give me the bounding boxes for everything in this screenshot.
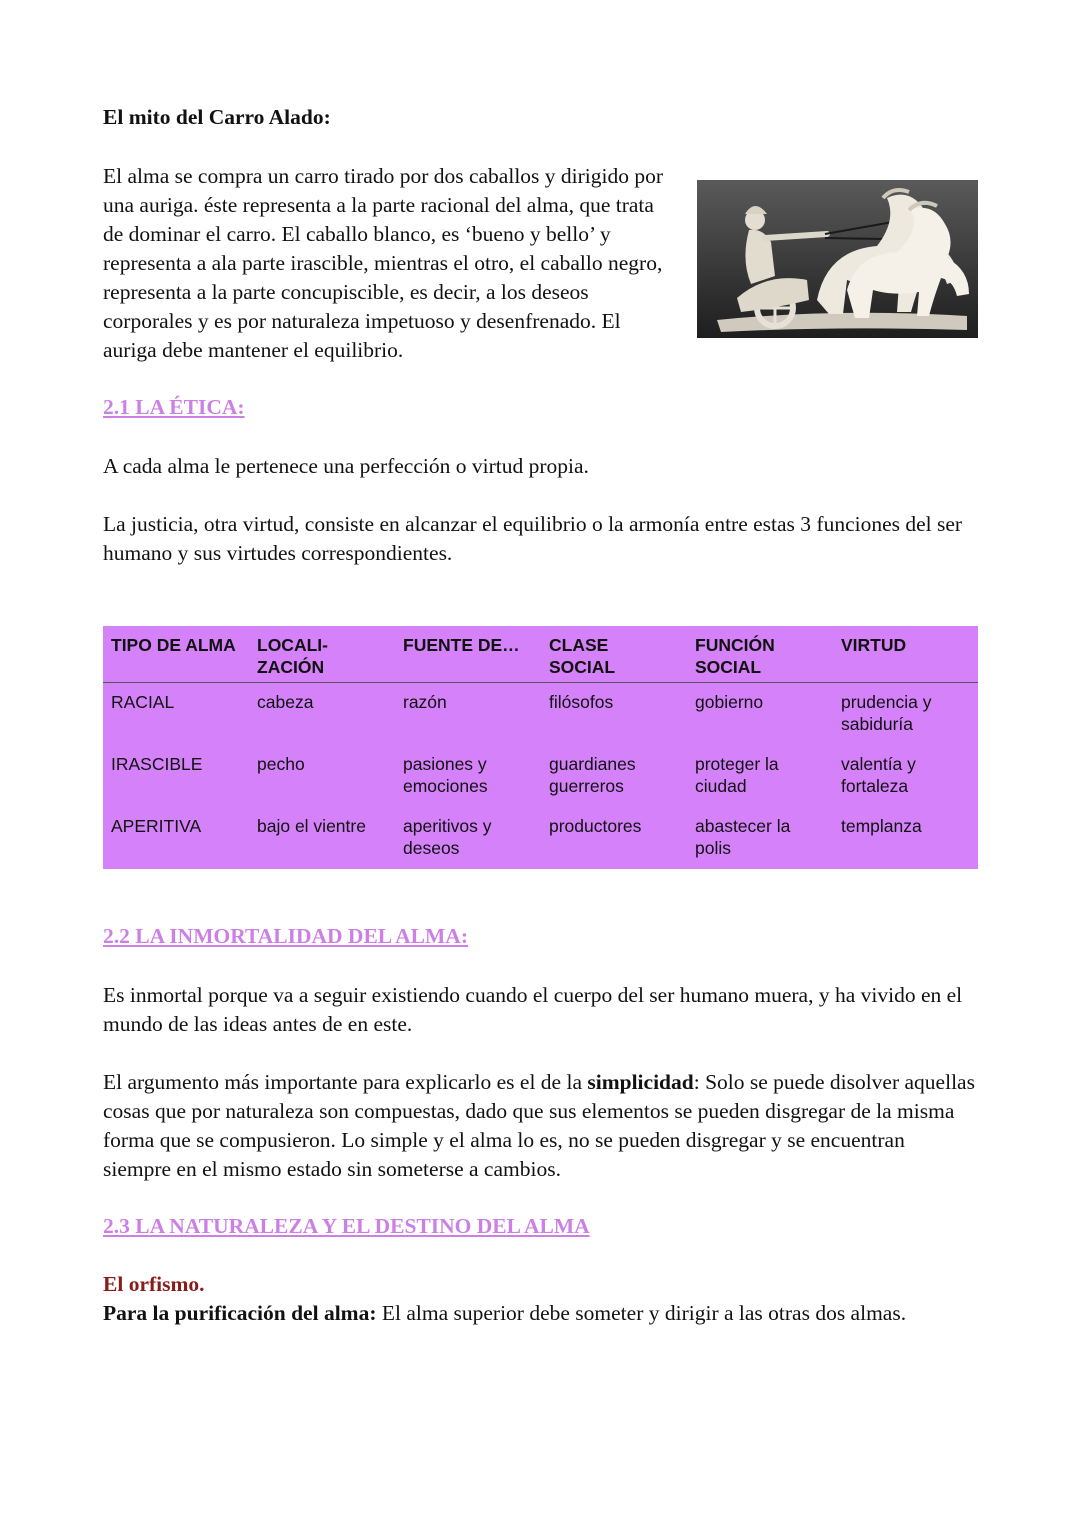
table-cell: templanza [841, 816, 922, 836]
argument-text-after: : Solo se puede disolver aquellas cosas que por naturaleza son compuestas, dado que sus elementos se pueden disgregar de la misma forma que se compusieron. Lo simple y el alma lo es, no se pueden disgregar y se encuentran siempre en el mismo estado sin someterse a cambios. [103, 1070, 975, 1181]
etica-paragraph-1: A cada alma le pertenece una perfección o virtud propia. [103, 454, 589, 478]
table-cell: valentía y fortaleza [841, 754, 916, 796]
table-header-cell: CLASE SOCIAL [541, 626, 687, 683]
table-cell: pasiones y emociones [403, 754, 488, 796]
table-row [103, 745, 978, 807]
argument-text-before: El argumento más importante para explicarlo es el de la [103, 1070, 588, 1094]
table-cell: RACIAL [111, 692, 175, 712]
purificacion-paragraph [103, 1299, 978, 1328]
inmortalidad-paragraph-2 [103, 1068, 978, 1184]
table-cell: guardianes guerreros [549, 754, 636, 796]
table-cell: aperitivos y deseos [403, 816, 492, 858]
table-header-cell: LOCALI- ZACIÓN [249, 626, 395, 683]
simplicidad-term: simplicidad [587, 1070, 694, 1094]
table-cell: IRASCIBLE [111, 754, 203, 774]
chariot-statue-image [697, 180, 978, 338]
table-cell: gobierno [695, 692, 764, 712]
purificacion-text: El alma superior debe someter y dirigir a las otras dos almas. [376, 1301, 907, 1325]
table-cell: bajo el vientre [257, 816, 366, 836]
section-heading-naturaleza: 2.3 LA NATURALEZA Y EL DESTINO DEL ALMA [103, 1214, 590, 1238]
table-header-row [103, 626, 978, 683]
table-cell: pecho [257, 754, 305, 774]
mito-paragraph: El alma se compra un carro tirado por dos caballos y dirigido por una auriga. éste representa a la parte racional del alma, que trata de dominar el carro. El caballo blanco, es ‘bueno y bello’ y representa a ala parte irascible, mientras el otro, el caballo negro, representa a la parte concupiscible, es decir, a los deseos corporales y es por naturaleza impetuoso y desenfrenado. El auriga debe mantener el equilibrio. [103, 164, 664, 362]
section-heading-inmortalidad: 2.2 LA INMORTALIDAD DEL ALMA: [103, 924, 468, 948]
table-cell: abastecer la polis [695, 816, 791, 858]
table-header-cell: FUENTE DE… [395, 626, 541, 683]
table-cell: razón [403, 692, 447, 712]
alma-table [103, 626, 978, 869]
table-cell: prudencia y sabiduría [841, 692, 932, 734]
table-cell: proteger la ciudad [695, 754, 779, 796]
inmortalidad-paragraph-1: Es inmortal porque va a seguir existiendo cuando el cuerpo del ser humano muera, y ha vivido en el mundo de las ideas antes de en este. [103, 983, 963, 1036]
etica-paragraph-2: La justicia, otra virtud, consiste en alcanzar el equilibrio o la armonía entre estas 3 funciones del ser humano y sus virtudes correspondientes. [103, 512, 963, 565]
table-cell: APERITIVA [111, 816, 202, 836]
section-heading-etica: 2.1 LA ÉTICA: [103, 395, 245, 419]
table-row [103, 807, 978, 869]
purificacion-label: Para la purificación del alma: [103, 1301, 377, 1325]
table-row [103, 683, 978, 746]
table-cell: cabeza [257, 692, 314, 712]
table-header-cell: FUNCIÓN SOCIAL [687, 626, 833, 683]
table-header-cell: VIRTUD [833, 626, 978, 683]
orfismo-subheading: El orfismo. [103, 1272, 205, 1296]
page-title: El mito del Carro Alado: [103, 105, 331, 129]
table-cell: productores [549, 816, 642, 836]
table-header-cell: TIPO DE ALMA [103, 626, 249, 683]
table-cell: filósofos [549, 692, 614, 712]
